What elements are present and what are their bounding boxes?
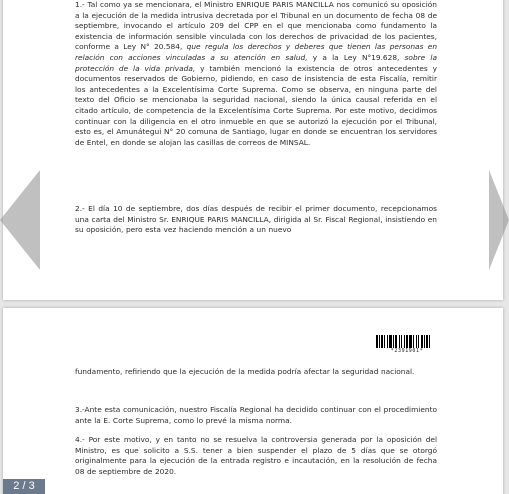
paragraph-1 bbox=[75, 0, 437, 148]
text-segment: y también mencionó la existencia de otros antecedentes y documentos reservados de Gobierno, pidiendo, en caso de insistencia de esta Fiscalía, remitir los antecedentes a la Excelentísima Corte Suprema. Como se observa, en ninguna parte del texto del Oficio se mencionaba la seguridad nacional, siendo la única causal referida en el citado artículo, de competencia de la Excelentísima Corte Suprema. Por este motivo, decidimos continuar con la diligencia en el otro inmueble en que se autorizó la ejecución por el Tribunal, esto es, el Amunátegui N° 20 comuna de Santiago, lugar en donde se encuentran los servidores de Entel, en donde se alojan las casillas de correos de MINSAL. bbox=[75, 63, 437, 147]
text-segment: 4.- Por este motivo, y en tanto no se resuelva la controversia generada por la oposición del Ministro, es que solicito a S.S. tener a bien suspender el plazo de 5 días que se otorgó originalmente para la ejecución de la entrada registro e incautación, en la resolución de fecha 08 de septiembre de 2020. bbox=[75, 435, 437, 476]
paragraph-continuation bbox=[75, 367, 437, 378]
text-segment: 2.- El día 10 de septiembre, dos días después de recibir el primer documento, recepcionamos una carta del Ministro Sr. ENRIQUE PARIS MANCILLA, dirigida al Sr. Fiscal Regional, insistiendo en su oposición, pero esta vez haciendo mención a un nuevo bbox=[75, 204, 437, 235]
barcode-bar bbox=[430, 335, 432, 348]
barcode bbox=[376, 335, 438, 354]
barcode-number: *2391901* bbox=[390, 348, 424, 354]
paragraph-2 bbox=[75, 204, 437, 236]
paragraph-4 bbox=[75, 435, 437, 477]
document-page-1 bbox=[3, 0, 503, 300]
previous-page-arrow-icon[interactable] bbox=[0, 170, 40, 270]
italic-text-segment: que regula los derechos y deberes que tienen las personas en relación con acciones vinculadas a su atención en salud, bbox=[75, 42, 437, 62]
barcode-bars bbox=[376, 335, 438, 348]
text-segment: y a la Ley N°19.628, bbox=[307, 52, 405, 62]
italic-text-segment: sobre la protección de la vida privada, bbox=[75, 52, 438, 73]
document-page-2 bbox=[3, 308, 503, 494]
text-segment: fundamento, refiriendo que la ejecución de la medida podría afectar la seguridad nacional. bbox=[75, 367, 415, 376]
page-counter-badge: 2 / 3 bbox=[3, 479, 45, 494]
next-page-arrow-icon[interactable] bbox=[489, 170, 509, 270]
paragraph-3 bbox=[75, 405, 437, 426]
text-segment: 3.-Ante esta comunicación, nuestro Fiscalía Regional ha decidido continuar con el procedimiento ante la E. Corte Suprema, como lo prevé la misma norma. bbox=[75, 405, 437, 425]
text-segment: 1.- Tal como ya se mencionara, el Ministro ENRIQUE PARIS MANCILLA nos comunicó su oposición a la ejecución de la medida intrusiva decretada por el Tribunal en un documento de fecha 08 de septiembre, invocando el artículo 209 del CPP en el que mencionaba como fundamento la existencia de información sensible vinculada con los derechos de privacidad de los pacientes, conforme a Ley N° 20.584, bbox=[75, 0, 437, 52]
